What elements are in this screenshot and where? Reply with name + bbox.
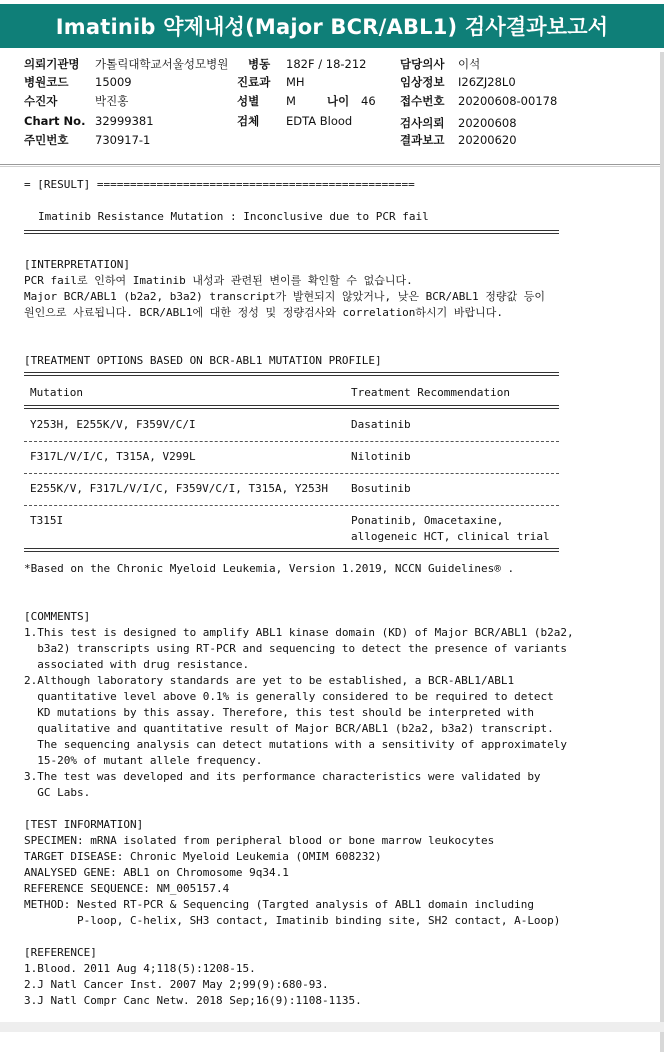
- request-value: 20200608: [458, 116, 517, 130]
- reference-heading: [REFERENCE]: [24, 946, 97, 959]
- comment-line: 3.The test was developed and its performance characteristics were validated by: [24, 770, 541, 783]
- dept-value: MH: [286, 75, 305, 89]
- specimen-value: EDTA Blood: [286, 114, 353, 128]
- patient-value: 박진홍: [95, 94, 129, 108]
- rrn-value: 730917-1: [95, 133, 151, 147]
- treatment-heading: [TREATMENT OPTIONS BASED ON BCR-ABL1 MUTATION PROFILE]: [24, 354, 382, 367]
- recommendation-cell: Bosutinib: [351, 482, 411, 495]
- recommendation-cell: Dasatinib: [351, 418, 411, 431]
- reference-line: 1.Blood. 2011 Aug 4;118(5):1208-15.: [24, 962, 256, 975]
- interpretation-line: PCR fail로 인하여 Imatinib 내성과 관련된 변이를 확인할 수 없습니다.: [24, 274, 413, 287]
- comment-line: qualitative and quantitative result of Major BCR/ABL1 (b2a2, b3a2) transcript.: [24, 722, 554, 735]
- test-info-line: ANALYSED GENE: ABL1 on Chromosome 9q34.1: [24, 866, 289, 879]
- reference-line: 2.J Natl Cancer Inst. 2007 May 2;99(9):680-93.: [24, 978, 329, 991]
- comment-line: 15-20% of mutant allele frequency.: [24, 754, 263, 767]
- sex-label: 성별: [237, 94, 260, 108]
- comment-line: GC Labs.: [24, 786, 91, 799]
- test-info-line: REFERENCE SEQUENCE: NM_005157.4: [24, 882, 230, 895]
- doctor-value: 이석: [458, 57, 481, 71]
- request-label: 검사의뢰: [400, 116, 445, 130]
- report-value: 20200620: [458, 133, 517, 147]
- nccn-footnote: *Based on the Chronic Myeloid Leukemia, Version 1.2019, NCCN Guidelines® .: [24, 562, 515, 575]
- clinical-value: I26ZJ28L0: [458, 75, 516, 89]
- hospcode-value: 15009: [95, 75, 132, 89]
- comment-line: The sequencing analysis can detect mutations with a sensitivity of approximately: [24, 738, 568, 751]
- hospital-label: 의뢰기관명: [24, 57, 80, 71]
- sex-value: M: [286, 94, 296, 108]
- comment-line: 1.This test is designed to amplify ABL1 kinase domain (KD) of Major BCR/ABL1 (b2a2,: [24, 626, 574, 639]
- clinical-label: 임상정보: [400, 75, 445, 89]
- report-title: Imatinib 약제내성(Major BCR/ABL1) 검사결과보고서: [0, 4, 664, 48]
- comment-line: 2.Although laboratory standards are yet to be established, a BCR-ABL1/ABL1: [24, 674, 515, 687]
- mutation-cell: E255K/V, F317L/V/I/C, F359V/C/I, T315A, Y253H: [30, 482, 329, 495]
- header-divider: [0, 164, 664, 165]
- mutation-cell: F317L/V/I/C, T315A, V299L: [30, 450, 196, 463]
- recommendation-cell: allogeneic HCT, clinical trial: [351, 530, 550, 543]
- hospcode-label: 병원코드: [24, 75, 69, 89]
- doctor-label: 담당의사: [400, 57, 445, 71]
- test-info-line: TARGET DISEASE: Chronic Myeloid Leukemia (OMIM 608232): [24, 850, 382, 863]
- comments-heading: [COMMENTS]: [24, 610, 91, 623]
- chart-label: Chart No.: [24, 114, 86, 128]
- test-info-line: METHOD: Nested RT-PCR & Sequencing (Targted analysis of ABL1 domain including: [24, 898, 534, 911]
- dept-label: 진료과: [237, 75, 271, 89]
- rrn-label: 주민번호: [24, 133, 69, 147]
- comment-line: quantitative level above 0.1% is generally considered to be required to detect: [24, 690, 554, 703]
- recommendation-cell: Nilotinib: [351, 450, 411, 463]
- interpretation-line: Major BCR/ABL1 (b2a2, b3a2) transcript가 발현되지 않았거나, 낮은 BCR/ABL1 정량값 등이: [24, 290, 546, 303]
- interpretation-line: 원인으로 사료됩니다. BCR/ABL1에 대한 정성 및 정량검사와 correlation하시기 바랍니다.: [24, 306, 503, 319]
- report-label: 결과보고: [400, 133, 445, 147]
- col-header-recommendation: Treatment Recommendation: [351, 386, 510, 399]
- age-value: 46: [361, 94, 376, 108]
- col-header-mutation: Mutation: [30, 386, 83, 399]
- table-header-border: [24, 405, 559, 409]
- result-text: Imatinib Resistance Mutation : Inconclusive due to PCR fail: [38, 210, 429, 223]
- specimen-label: 검체: [237, 114, 260, 128]
- comment-line: associated with drug resistance.: [24, 658, 250, 671]
- row-divider: [24, 505, 559, 506]
- age-label: 나이: [327, 94, 350, 108]
- header-divider-shadow: [0, 166, 664, 167]
- scrollbar-track[interactable]: [660, 52, 664, 1052]
- reference-line: 3.J Natl Compr Canc Netw. 2018 Sep;16(9):1108-1135.: [24, 994, 362, 1007]
- table-top-border: [24, 372, 559, 376]
- table-bottom-border: [24, 548, 559, 552]
- result-divider: [24, 230, 559, 234]
- mutation-cell: Y253H, E255K/V, F359V/C/I: [30, 418, 196, 431]
- row-divider: [24, 441, 559, 442]
- row-divider: [24, 473, 559, 474]
- comment-line: KD mutations by this assay. Therefore, this test should be interpreted with: [24, 706, 534, 719]
- ward-value: 182F / 18-212: [286, 57, 367, 71]
- patient-label: 수진자: [24, 94, 58, 108]
- interpretation-heading: [INTERPRETATION]: [24, 258, 130, 271]
- recommendation-cell: Ponatinib, Omacetaxine,: [351, 514, 504, 527]
- chart-value: 32999381: [95, 114, 154, 128]
- test-info-line: P-loop, C-helix, SH3 contact, Imatinib binding site, SH2 contact, A-Loop): [24, 914, 561, 927]
- mutation-cell: T315I: [30, 514, 64, 527]
- hospital-value: 가톨릭대학교서울성모병원: [95, 57, 229, 71]
- test-info-line: SPECIMEN: mRNA isolated from peripheral blood or bone marrow leukocytes: [24, 834, 495, 847]
- test-info-heading: [TEST INFORMATION]: [24, 818, 144, 831]
- page-bottom-edge: [0, 1022, 664, 1032]
- result-heading: = [RESULT] ================================================: [24, 178, 415, 191]
- receipt-label: 접수번호: [400, 94, 445, 108]
- comment-line: b3a2) transcripts using RT-PCR and sequencing to detect the presence of variants: [24, 642, 568, 655]
- receipt-value: 20200608-00178: [458, 94, 558, 108]
- ward-label: 병동: [248, 57, 271, 71]
